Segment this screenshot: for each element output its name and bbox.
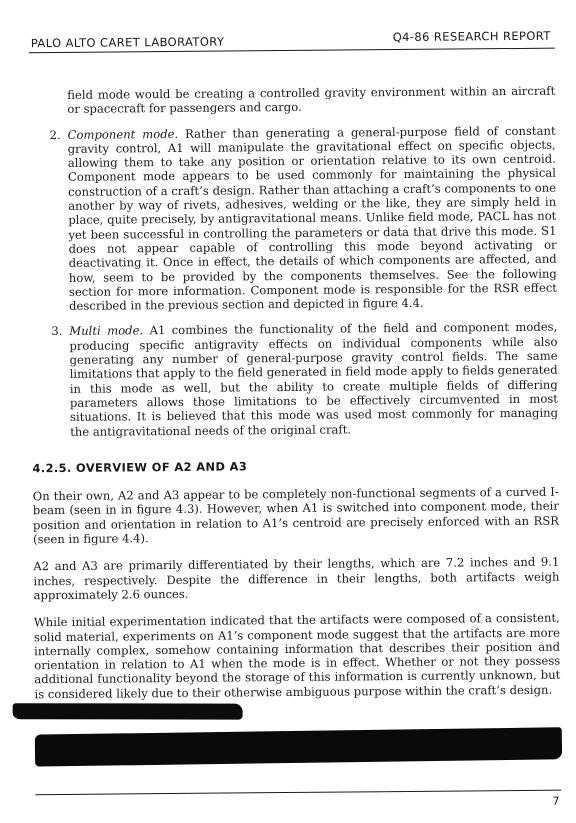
page-number: 7 — [552, 794, 560, 808]
redaction-bar — [13, 703, 243, 719]
footer-rule — [35, 790, 561, 796]
body-paragraph: While initial experimentation indicated that the artifacts were composed of a consistent, solid material, experiments on A1’s component mode suggest that the artifacts are more internally complex, somehow containing information that describes their position and orientation in relation to A1 when the mode is in effect. Whether or not they possess additional functionality beyond the storage of this information is currently unknown, but is considered likely due to their otherwise ambiguous purpose within the craft’s design. — [33, 610, 561, 701]
continuation-paragraph: field mode would be creating a controlled gravity environment within an aircraft or spacecraft for passengers and cargo. — [67, 83, 556, 117]
body-paragraph: A2 and A3 are primarily differentiated by their lengths, which are 7.2 inches and 9.1 inches, respectively. Despite the difference in their lengths, both artifacts weigh approximately 2.6 ounces. — [33, 554, 560, 603]
section-heading: 4.2.5. OVERVIEW OF A2 AND A3 — [32, 459, 248, 476]
list-item-text: A1 combines the functionality of the field and component modes, producing specific antigravity effects on individual components while also generating any number of general-purpose gravity control fields. The same limitations that apply to the field generated in field mode apply to fields generated in this mode as well, but the ability to create multiple fields of differing parameters allows those limitations to be effectively circumvented in most situations. It is believed that this mode was used most commonly for managing the antigravitational needs of the original craft. — [69, 320, 559, 439]
list-item-multi-mode — [31, 320, 558, 439]
list-item-title: Multi mode. — [69, 323, 144, 339]
list-item-number: 2. — [49, 127, 61, 142]
list-item-component-mode — [30, 123, 558, 313]
list-item-text: Rather than generating a general-purpose field of constant gravity control, A1 will manipulate the gravitational effect on specific objects, allowing them to take any position or orientation relative to its own centroid. Component mode appears to be used commonly for maintaining the physical construction of a craft’s design. Rather than attaching a craft’s components to one another by way of rivets, adhesives, welding or the like, they are simply held in place, quite precisely, by antigravitational means. Unlike field mode, PACL has not yet been successful in controlling the parameters or data that drive this mode. S1 does not appear capable of controlling this mode beyond activating or deactivating it. Once in effect, the details of which components are affected, and how, seem to be provided by the components themselves. See the following section for more information. Component mode is responsible for the RSR effect described in the previous section and depicted in figure 4.4. — [67, 123, 558, 314]
document-body — [29, 84, 560, 715]
list-item-title: Component mode. — [67, 126, 179, 142]
redaction-bar — [35, 727, 562, 766]
list-item-number: 3. — [51, 324, 63, 339]
report-id: Q4-86 RESEARCH REPORT — [392, 28, 551, 45]
organization-name: PALO ALTO CARET LABORATORY — [30, 34, 225, 51]
page-header — [29, 26, 555, 54]
body-paragraph: On their own, A2 and A3 appear to be completely non-functional segments of a curved I-beam (seen in in figure 4.3). However, when A1 is switched into component mode, their position and orientation in relation to A1’s centroid are precisely enforced with an RSR (seen in figure 4.4). — [32, 484, 560, 547]
